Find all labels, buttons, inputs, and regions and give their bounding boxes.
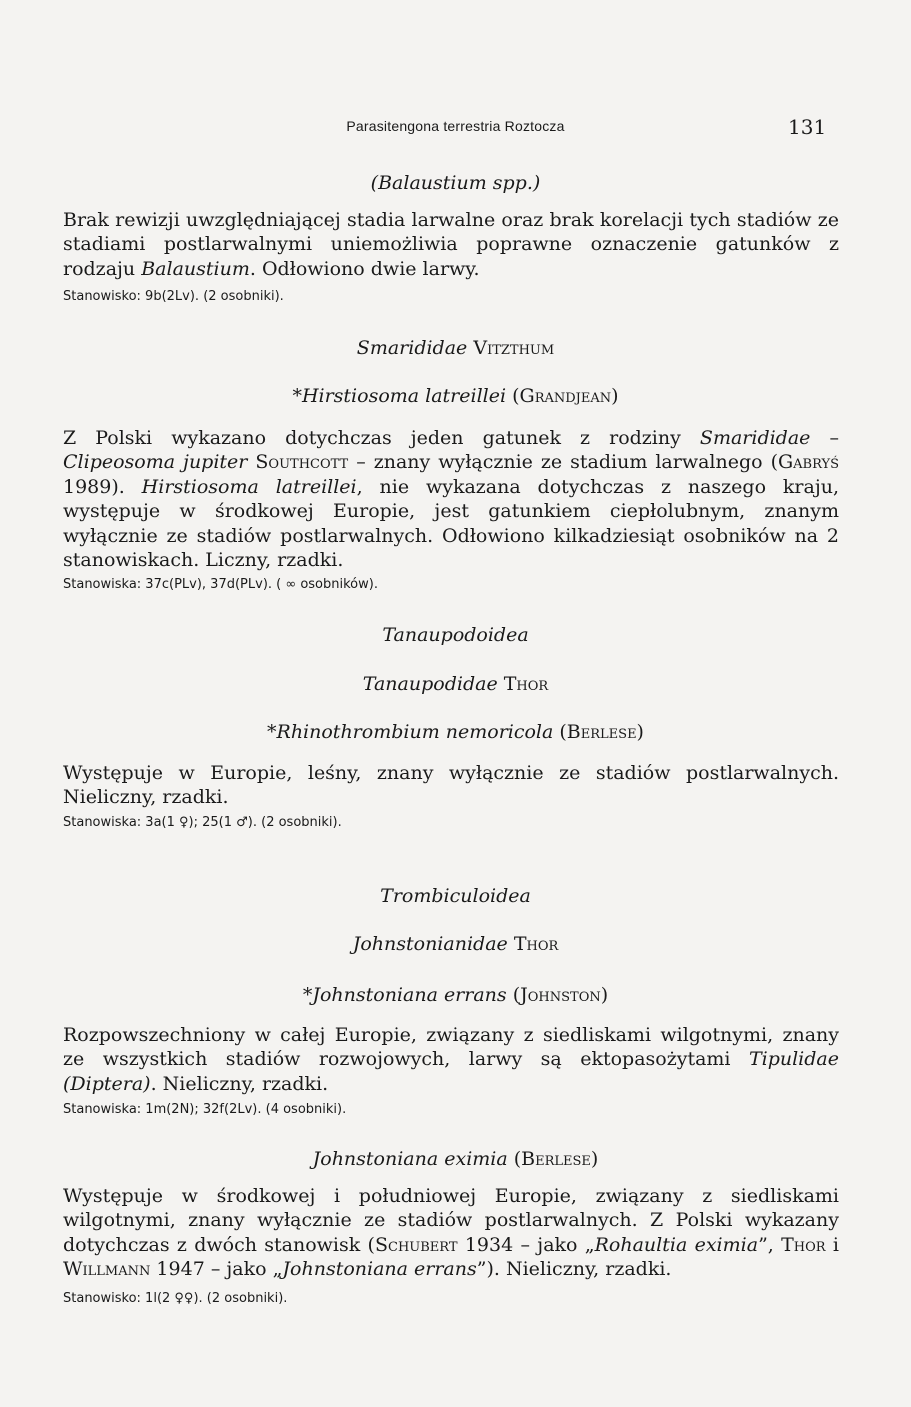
johnstoniana-eximia-stations: Stanowisko: 1l(2 ♀♀). (2 osobniki).	[63, 1291, 288, 1306]
smarididae-family-heading: Smarididae Vitzthum	[356, 337, 555, 359]
balaustium-heading: (Balaustium spp.)	[370, 172, 541, 194]
johnstonianidae-family-heading: Johnstonianidae Thor	[352, 933, 559, 955]
johnstoniana-errans-paragraph: Rozpowszechniony w całej Europie, związany z siedliskami wilgotnymi, znany ze wszystkich stadiów rozwojowych, larwy są ektopasożytami Tipulidae (Diptera). Nieliczny, rzadki.	[63, 1024, 839, 1095]
hirstiosoma-species-heading: *Hirstiosoma latreillei (Grandjean)	[292, 385, 619, 407]
johnstoniana-errans-species-heading: *Johnstoniana errans (Johnston)	[302, 984, 609, 1006]
johnstoniana-eximia-species-heading: Johnstoniana eximia (Berlese)	[312, 1148, 599, 1170]
rhinothrombium-species-heading: *Rhinothrombium nemoricola (Berlese)	[267, 721, 644, 743]
rhinothrombium-paragraph: Występuje w Europie, leśny, znany wyłącznie ze stadiów postlarwalnych. Nieliczny, rzadki.	[63, 762, 839, 809]
trombiculoidea-superfamily-heading: Trombiculoidea	[380, 885, 531, 907]
rhinothrombium-stations: Stanowiska: 3a(1 ♀); 25(1 ♂). (2 osobniki).	[63, 815, 342, 830]
running-header-title: Parasitengona terrestria Roztocza	[346, 118, 565, 134]
tanaupodoidea-superfamily-heading: Tanaupodoidea	[382, 624, 529, 646]
johnstoniana-errans-stations: Stanowiska: 1m(2N); 32f(2Lv). (4 osobniki).	[63, 1102, 347, 1117]
tanaupodidae-family-heading: Tanaupodidae Thor	[362, 673, 549, 695]
balaustium-paragraph: Brak rewizji uwzględniającej stadia larwalne oraz brak korelacji tych stadiów ze stadiami postlarwalnymi uniemożliwia poprawne oznaczenie gatunków z rodzaju Balaustium. Odłowiono dwie larwy.	[63, 209, 839, 280]
johnstoniana-eximia-paragraph: Występuje w środkowej i południowej Europie, związany z siedliskami wilgotnymi, znany wyłącznie ze stadiów postlarwalnych. Z Polski wykazany dotychczas z dwóch stanowisk (Schubert 1934 – jako „Rohaultia eximia”, Thor i Willmann 1947 – jako „Johnstoniana errans”). Nieliczny, rzadki.	[63, 1185, 839, 1281]
balaustium-stations: Stanowisko: 9b(2Lv). (2 osobniki).	[63, 289, 284, 304]
smarididae-paragraph: Z Polski wykazano dotychczas jeden gatunek z rodziny Smarididae – Clipeosoma jupiter Southcott – znany wyłącznie ze stadium larwalnego (Gabryś 1989). Hirstiosoma latreillei, nie wykazana dotychczas z naszego kraju, występuje w środkowej Europie, jest gatunkiem ciepłolubnym, znanym wyłącznie ze stadiów postlarwalnych. Odłowiono kilkadziesiąt osobników na 2 stanowiskach. Liczny, rzadki.	[63, 427, 839, 572]
smarididae-stations: Stanowiska: 37c(PLv), 37d(PLv). ( ∞ osobników).	[63, 577, 378, 592]
page-number: 131	[788, 115, 827, 139]
